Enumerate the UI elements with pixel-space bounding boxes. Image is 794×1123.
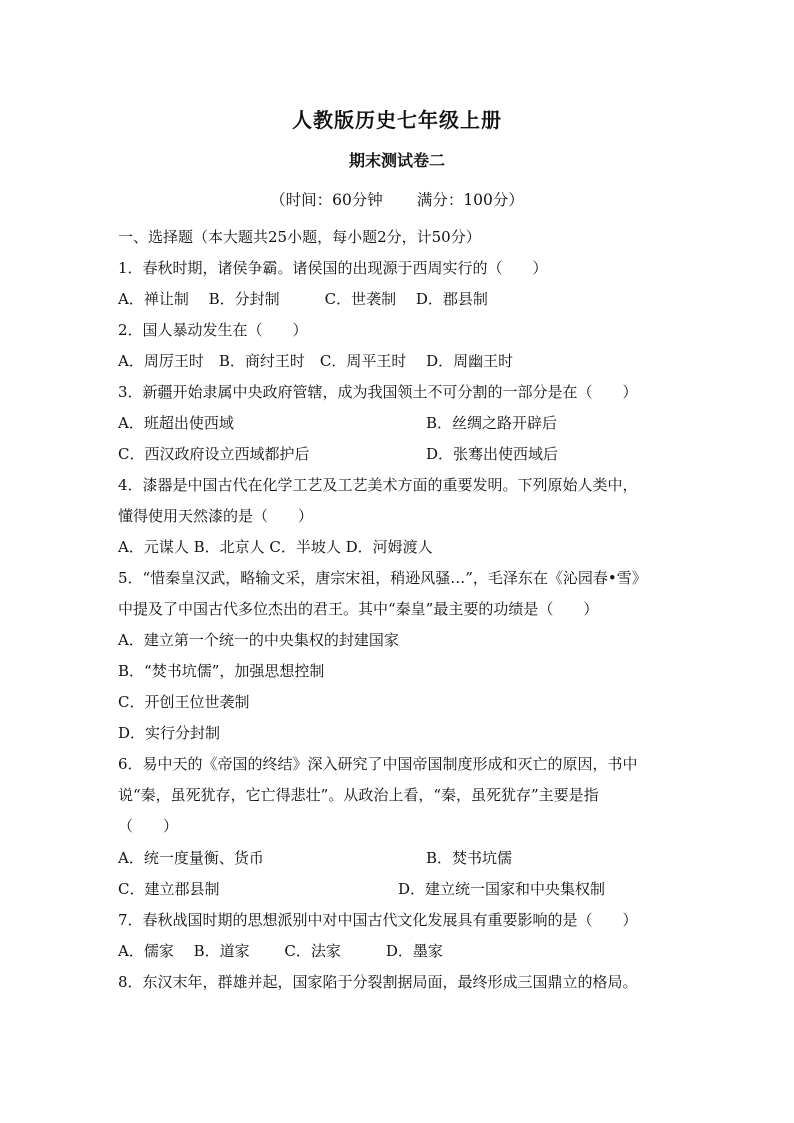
- exam-time: （时间：60分钟: [270, 191, 383, 209]
- q7-stem: 7．春秋战国时期的思想派别中对中国古代文化发展具有重要影响的是（ ）: [118, 911, 638, 929]
- page-subtitle: 期末测试卷二: [348, 151, 445, 170]
- q5-option-c: C．开创王位世袭制: [118, 693, 250, 711]
- q6-option-c: C．建立郡县制: [118, 880, 220, 898]
- page-title: 人教版历史七年级上册: [292, 108, 502, 132]
- q4-stem-line1: 4．漆器是中国古代在化学工艺及工艺美术方面的重要发明。下列原始人类中，: [118, 476, 638, 494]
- q8-stem: 8．东汉末年，群雄并起，国家陷于分裂割据局面，最终形成三国鼎立的格局。: [118, 973, 638, 991]
- q6-option-b: B．焚书坑儒: [426, 849, 513, 867]
- section-heading: 一、选择题（本大题共25小题，每小题2分，计50分）: [118, 228, 481, 246]
- q1-stem: 1．春秋时期，诸侯争霸。诸侯国的出现源于西周实行的（ ）: [118, 259, 548, 277]
- q5-option-a: A．建立第一个统一的中央集权的封建国家: [118, 631, 399, 649]
- q1-options: A．禅让制 B．分封制 C．世袭制 D．郡县制: [118, 290, 488, 308]
- q6-stem-line1: 6．易中天的《帝国的终结》深入研究了中国帝国制度形成和灭亡的原因，书中: [118, 755, 638, 773]
- q6-stem-line2: 说“秦，虽死犹存，它亡得悲壮”。从政治上看，“秦，虽死犹存”主要是指: [118, 786, 599, 804]
- q6-option-a: A．统一度量衡、货币: [118, 849, 264, 867]
- q3-option-b: B．丝绸之路开辟后: [426, 414, 558, 432]
- q4-options: A．元谋人 B．北京人 C．半坡人 D．河姆渡人: [118, 538, 433, 556]
- q3-stem: 3．新疆开始隶属中央政府管辖，成为我国领土不可分割的一部分是在（ ）: [118, 383, 638, 401]
- q5-option-d: D．实行分封制: [118, 724, 221, 742]
- q6-option-d: D．建立统一国家和中央集权制: [398, 880, 606, 898]
- q5-stem-line2: 中提及了中国古代多位杰出的君王。其中“秦皇”最主要的功绩是（ ）: [118, 600, 599, 618]
- q3-option-a: A．班超出使西域: [118, 414, 234, 432]
- q5-option-b: B．“焚书坑儒”，加强思想控制: [118, 662, 325, 680]
- q5-stem-line1: 5．“惜秦皇汉武，略输文采，唐宗宋祖，稍逊风骚…”，毛泽东在《沁园春•雪》: [118, 569, 647, 587]
- q7-options: A．儒家 B．道家 C．法家 D．墨家: [118, 942, 443, 960]
- q2-options: A．周厉王时 B．商纣王时 C．周平王时 D．周幽王时: [118, 352, 514, 370]
- exam-meta: [0, 188, 794, 210]
- q3-option-c: C．西汉政府设立西域都护后: [118, 445, 310, 463]
- q4-stem-line2: 懂得使用天然漆的是（ ）: [118, 507, 314, 525]
- q6-stem-line3: （ ）: [118, 817, 179, 835]
- q3-option-d: D．张骞出使西域后: [426, 445, 559, 463]
- exam-score: 满分：100分）: [416, 191, 524, 209]
- q2-stem: 2．国人暴动发生在（ ）: [118, 321, 308, 339]
